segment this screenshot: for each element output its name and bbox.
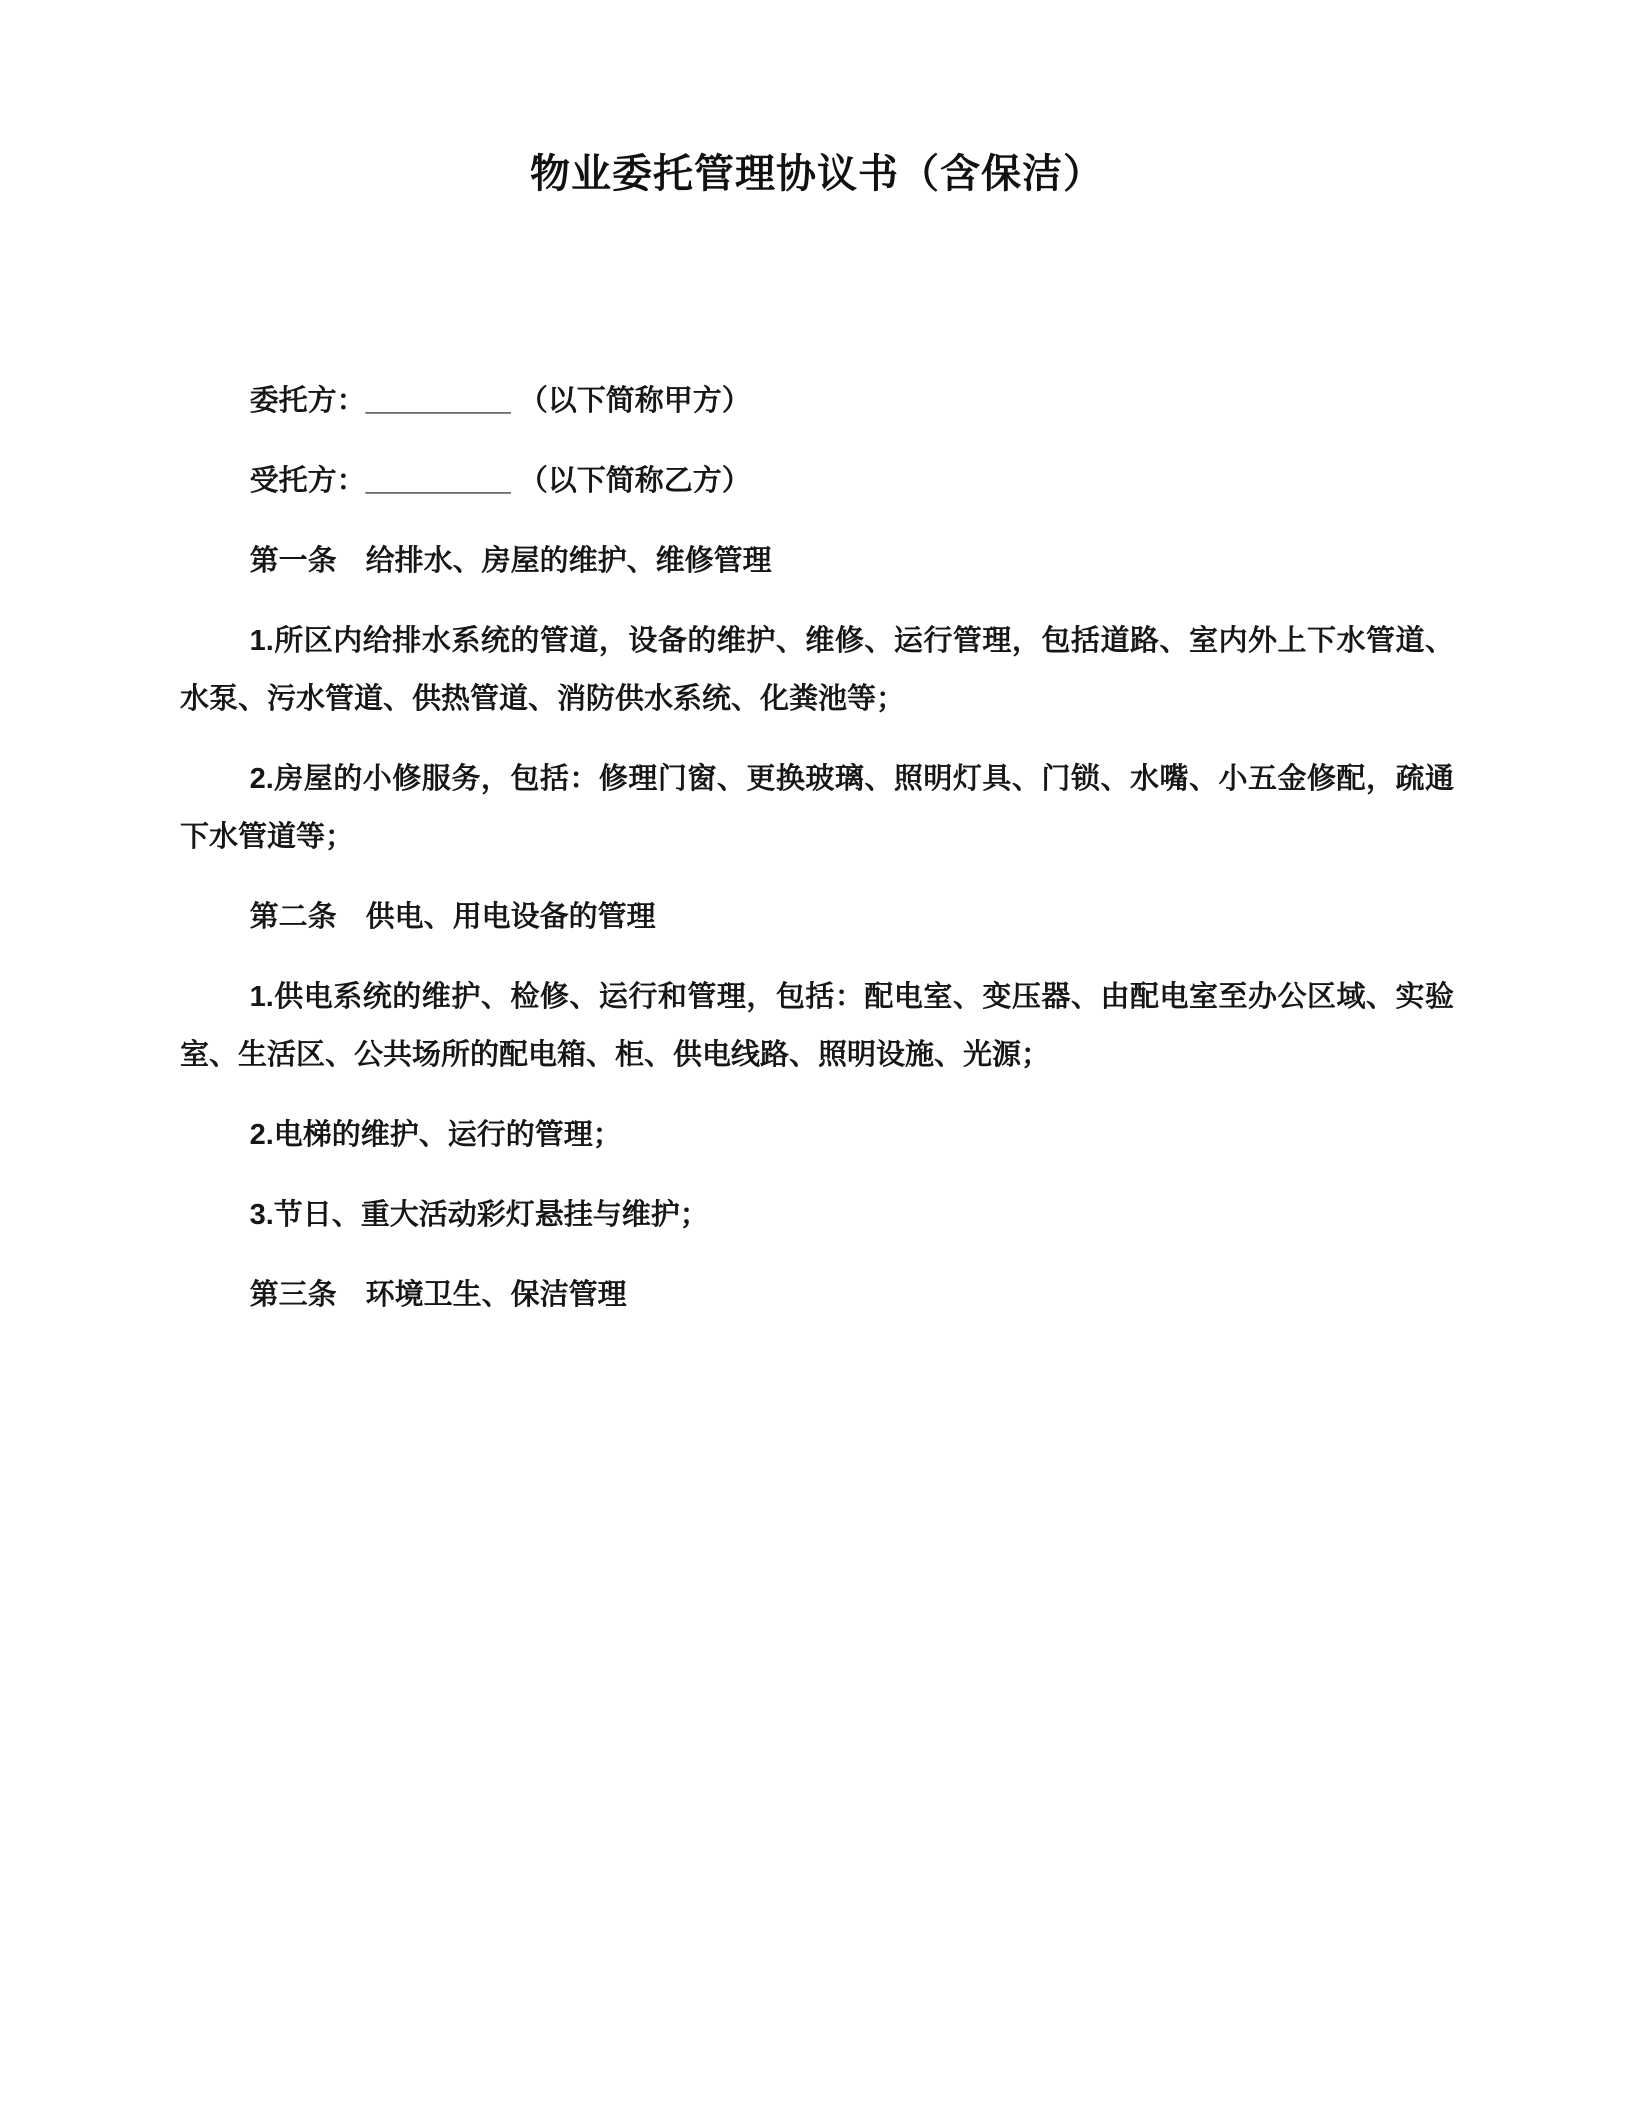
section-1-item-1: 1.所区内给排水系统的管道，设备的维护、维修、运行管理，包括道路、室内外上下水管道、水泵、污水管道、供热管道、消防供水系统、化粪池等；: [180, 625, 1454, 715]
party-a-line: 委托方：_________ （以下简称甲方）: [249, 385, 751, 417]
section-2-item-1: 1.供电系统的维护、检修、运行和管理，包括：配电室、变压器、由配电室至办公区域、实验室、生活区、公共场所的配电箱、柜、供电线路、照明设施、光源；: [180, 981, 1454, 1071]
section-3-heading: 第三条 环境卫生、保洁管理: [249, 1279, 627, 1311]
document-body: [180, 372, 1454, 1324]
section-1-heading: 第一条 给排水、房屋的维护、维修管理: [249, 545, 772, 577]
document-title: 物业委托管理协议书（含保洁）: [530, 152, 1104, 196]
section-1-item-2: 2.房屋的小修服务，包括：修理门窗、更换玻璃、照明灯具、门锁、水嘴、小五金修配，疏通下水管道等；: [180, 763, 1454, 853]
section-2-item-3: 3.节日、重大活动彩灯悬挂与维护；: [249, 1199, 709, 1231]
section-2-heading: 第二条 供电、用电设备的管理: [249, 901, 656, 933]
party-b-line: 受托方：_________ （以下简称乙方）: [249, 465, 751, 497]
section-2-item-2: 2.电梯的维护、运行的管理；: [249, 1119, 622, 1151]
